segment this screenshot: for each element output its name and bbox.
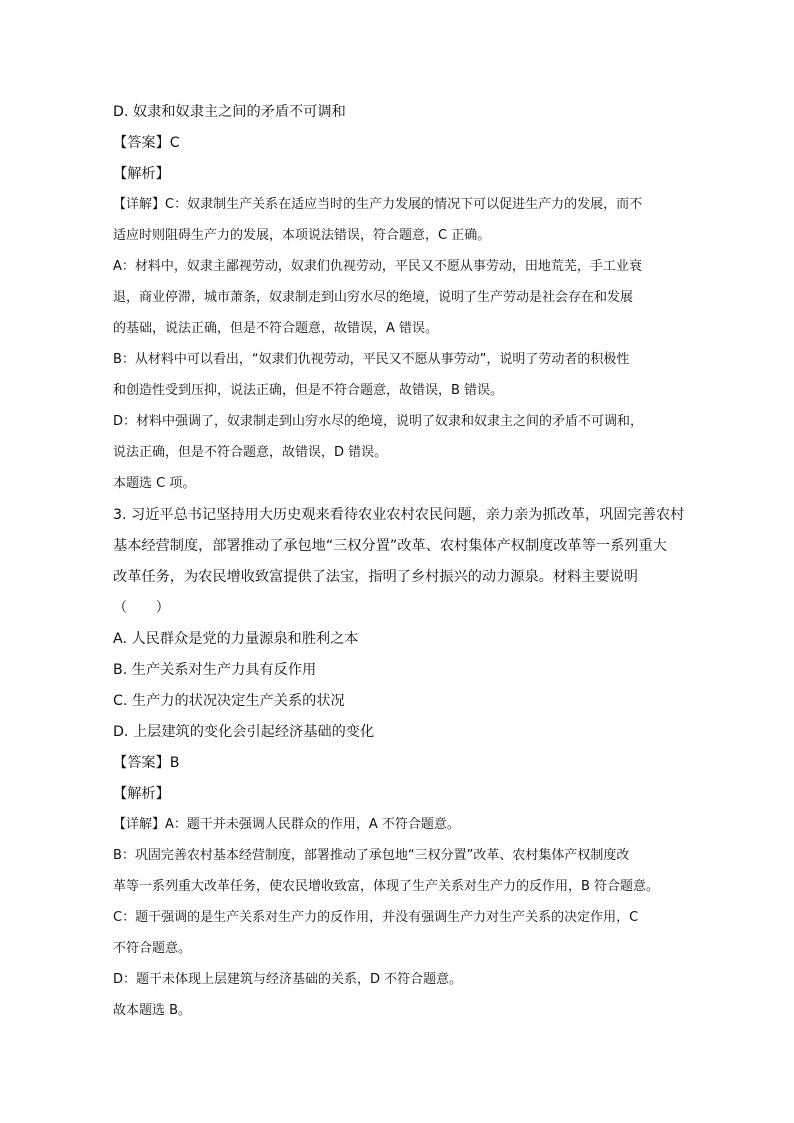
question-line: 3. 习近平总书记坚持用大历史观来看待农业农村农民问题，亲力亲为抓改革，巩固完善农村 — [113, 507, 685, 523]
option-d: D. 上层建筑的变化会引起经济基础的变化 — [113, 724, 375, 740]
conclusion-line: 本题选 C 项。 — [113, 476, 196, 491]
explanation-line: 革等一系列重大改革任务，使农民增收致富，体现了生产关系对生产力的反作用，B 符合题意。 — [113, 879, 660, 894]
option-d-line: D. 奴隶和奴隶主之间的矛盾不可调和 — [113, 104, 346, 120]
answer-label: 【答案】C — [113, 135, 180, 151]
explanation-line: B：巩固完善农村基本经营制度，部署推动了承包地“三权分置”改革、农村集体产权制度改 — [113, 848, 630, 863]
answer-label: 【答案】B — [113, 755, 180, 771]
explanation-line: 不符合题意。 — [113, 941, 192, 956]
option-a: A. 人民群众是党的力量源泉和胜利之本 — [113, 631, 359, 647]
option-b: B. 生产关系对生产力具有反作用 — [113, 662, 317, 678]
explanation-line: D：题干未体现上层建筑与经济基础的关系，D 不符合题意。 — [113, 972, 463, 987]
analysis-label: 【解析】 — [113, 166, 170, 182]
explanation-line: 适应时则阻碍生产力的发展，本项说法错误，符合题意，C 正确。 — [113, 228, 491, 243]
explanation-line: D：材料中强调了，奴隶制走到山穷水尽的绝境，说明了奴隶和奴隶主之间的矛盾不可调和， — [113, 414, 644, 429]
explanation-line: C：题干强调的是生产关系对生产力的反作用，并没有强调生产力对生产关系的决定作用，C — [113, 910, 639, 925]
question-blank: （ ） — [113, 600, 170, 616]
explanation-line: A：材料中，奴隶主鄙视劳动，奴隶们仇视劳动，平民又不愿从事劳动，田地荒芜，手工业衰 — [113, 259, 642, 274]
explanation-line: 的基础，说法正确，但是不符合题意，故错误，A 错误。 — [113, 321, 439, 336]
analysis-label: 【解析】 — [113, 786, 170, 802]
option-c: C. 生产力的状况决定生产关系的状况 — [113, 693, 345, 709]
explanation-line: 说法正确，但是不符合题意，故错误，D 错误。 — [113, 445, 388, 460]
explanation-line: 【详解】A：题干并未强调人民群众的作用，A 不符合题意。 — [113, 817, 460, 832]
question-line: 基本经营制度，部署推动了承包地“三权分置”改革、农村集体产权制度改革等一系列重大 — [113, 538, 667, 554]
question-line: 改革任务，为农民增收致富提供了法宝，指明了乡村振兴的动力源泉。材料主要说明 — [113, 569, 638, 585]
explanation-line: 【详解】C：奴隶制生产关系在适应当时的生产力发展的情况下可以促进生产力的发展，而不 — [113, 197, 643, 212]
conclusion-line: 故本题选 B。 — [113, 1003, 192, 1018]
explanation-line: 和创造性受到压抑，说法正确，但是不符合题意，故错误，B 错误。 — [113, 383, 504, 398]
explanation-line: 退，商业停滞，城市萧条，奴隶制走到山穷水尽的绝境，说明了生产劳动是社会存在和发展 — [113, 290, 634, 305]
explanation-line: B：从材料中可以看出，“奴隶们仇视劳动，平民又不愿从事劳动”，说明了劳动者的积极性 — [113, 352, 630, 367]
